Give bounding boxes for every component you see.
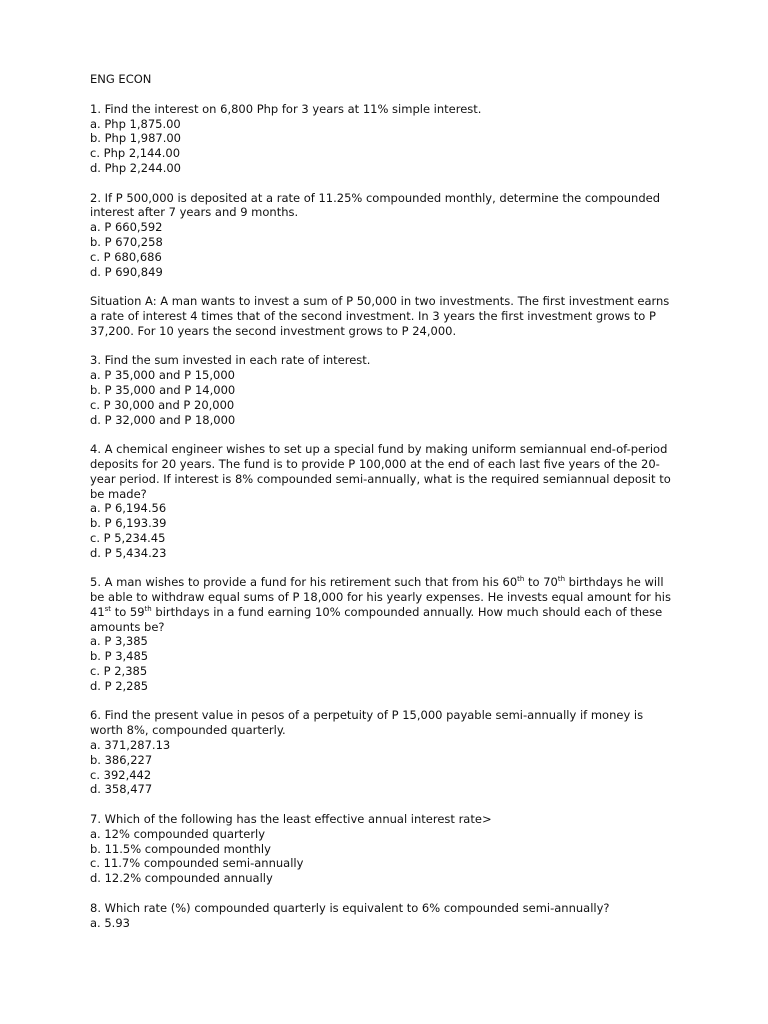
- question-5-text: [90, 575, 678, 634]
- q4-option-d: d. P 5,434.23: [90, 545, 167, 560]
- q5-sup-1: th: [517, 575, 525, 584]
- q1-option-a: a. Php 1,875.00: [90, 116, 181, 131]
- situation-a-text: Situation A: A man wants to invest a sum of P 50,000 in two investments. The first investment earns a rate of interest 4 times that of the second investment. In 3 years the first investment grows to P 37,200. For 10 years the second investment grows to P 24,000.: [90, 294, 670, 338]
- q3-option-d: d. P 32,000 and P 18,000: [90, 412, 236, 427]
- question-7-text: 7. Which of the following has the least effective annual interest rate>: [90, 812, 492, 827]
- q3-option-a: a. P 35,000 and P 15,000: [90, 368, 235, 383]
- q5-option-c: c. P 2,385: [90, 664, 148, 679]
- question-1: [90, 102, 678, 176]
- question-1-text: 1. Find the interest on 6,800 Php for 3 years at 11% simple interest.: [90, 101, 482, 116]
- question-4-text: 4. A chemical engineer wishes to set up a special fund by making uniform semiannual end-of-period deposits for 20 years. The fund is to provide P 100,000 at the end of each last five years of the 20-year period. If interest is 8% compounded semi-annually, what is the required semiannual deposit to be made?: [90, 442, 671, 501]
- q6-option-b: b. 386,227: [90, 752, 153, 767]
- question-2-text: 2. If P 500,000 is deposited at a rate of 11.25% compounded monthly, determine the compounded interest after 7 years and 9 months.: [90, 190, 660, 220]
- question-6: [90, 708, 678, 797]
- question-2: [90, 191, 678, 280]
- q4-option-b: b. P 6,193.39: [90, 516, 167, 531]
- q1-option-c: c. Php 2,144.00: [90, 146, 181, 161]
- situation-a: [90, 294, 678, 338]
- q6-option-c: c. 392,442: [90, 767, 152, 782]
- q5-text-part-5: birthdays in a fund earning 10% compounded annually. How much should each of these amounts be?: [90, 604, 663, 634]
- q5-option-a: a. P 3,385: [90, 634, 148, 649]
- q8-option-a: a. 5.93: [90, 915, 130, 930]
- q6-option-a: a. 371,287.13: [90, 738, 171, 753]
- q6-option-d: d. 358,477: [90, 782, 153, 797]
- q5-sup-2: th: [557, 575, 566, 584]
- q5-option-d: d. P 2,285: [90, 678, 149, 693]
- question-6-text: 6. Find the present value in pesos of a perpetuity of P 15,000 payable semi-annually if money is worth 8%, compounded quarterly.: [90, 708, 644, 738]
- q1-option-b: b. Php 1,987.00: [90, 131, 182, 146]
- q5-text-part-4: to 59: [111, 604, 145, 619]
- q3-option-c: c. P 30,000 and P 20,000: [90, 397, 235, 412]
- q2-option-d: d. P 690,849: [90, 264, 163, 279]
- question-8: [90, 901, 678, 931]
- q2-option-c: c. P 680,686: [90, 249, 162, 264]
- q5-text-part-3: birthdays he will be able to withdraw equal sums of P 18,000 for his yearly expenses. He invests equal amount for his 41: [90, 575, 671, 619]
- question-5: [90, 575, 678, 693]
- question-3-text: 3. Find the sum invested in each rate of interest.: [90, 353, 371, 368]
- question-4: [90, 442, 678, 560]
- question-3: [90, 353, 678, 427]
- q4-option-a: a. P 6,194.56: [90, 501, 167, 516]
- q4-option-c: c. P 5,234.45: [90, 530, 166, 545]
- q5-sup-4: th: [144, 605, 152, 614]
- q5-text-part-2: to 70: [524, 575, 558, 590]
- question-7: [90, 812, 678, 886]
- q2-option-b: b. P 670,258: [90, 234, 163, 249]
- q7-option-b: b. 11.5% compounded monthly: [90, 841, 271, 856]
- q5-sup-3: st: [104, 605, 112, 614]
- doc-title: ENG ECON: [90, 72, 152, 86]
- q3-option-b: b. P 35,000 and P 14,000: [90, 382, 236, 397]
- q7-option-c: c. 11.7% compounded semi-annually: [90, 856, 304, 871]
- q5-option-b: b. P 3,485: [90, 649, 149, 664]
- question-8-text: 8. Which rate (%) compounded quarterly is equivalent to 6% compounded semi-annually?: [90, 900, 610, 915]
- q7-option-a: a. 12% compounded quarterly: [90, 826, 266, 841]
- q7-option-d: d. 12.2% compounded annually: [90, 871, 273, 886]
- q5-text-part-1: 5. A man wishes to provide a fund for his retirement such that from his 60: [90, 575, 518, 590]
- q2-option-a: a. P 660,592: [90, 220, 163, 235]
- q1-option-d: d. Php 2,244.00: [90, 160, 182, 175]
